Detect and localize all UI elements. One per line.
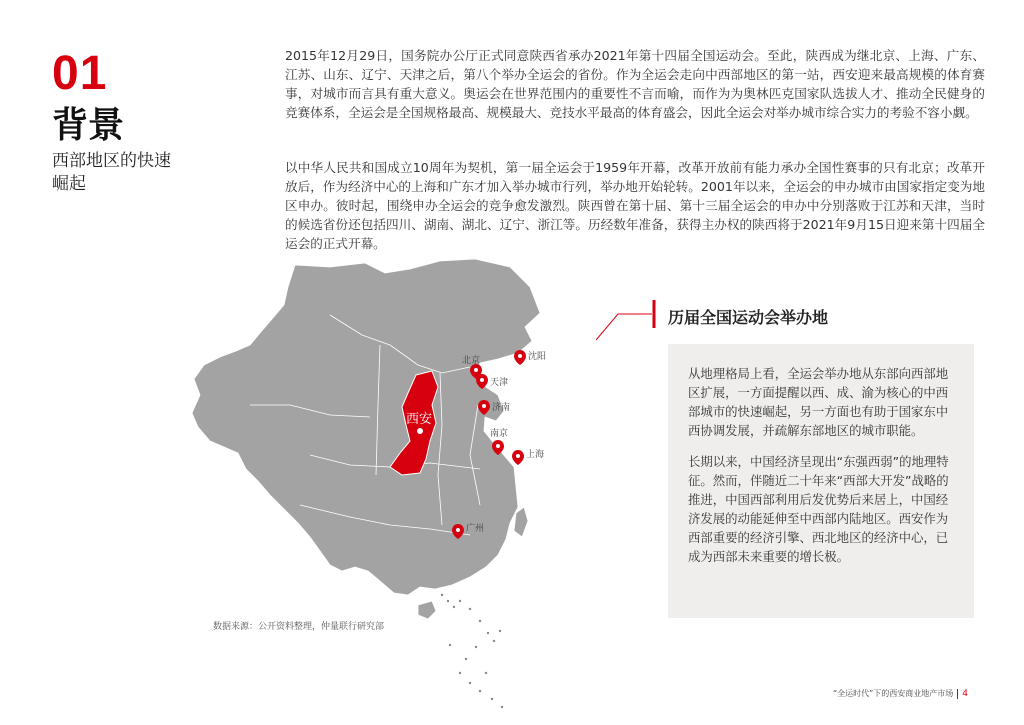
city-label-guangzhou: 广州 [466,524,485,534]
section-number: 01 [52,47,108,100]
footer-divider [957,689,958,699]
section-title: 背景 [52,105,125,146]
sidebar-paragraph-economy: 长期以来，中国经济呈现出“东强西弱”的地理特征。然而，伴随近二十年来“西部大开发”战略的推进，中国西部利用后发优势后来居上，中国经济发展的动能延伸至中西部内陆地区。西安作为西部重要的经济引擎、西北地区的经济中心，已成为西部未来重要的增长极。 [688,454,949,564]
city-label-shenyang: 沈阳 [528,352,547,362]
south-china-sea-islands [441,594,503,708]
page-number: 4 [962,688,968,699]
china-landmass [192,259,540,619]
pin-icon [512,450,524,465]
city-label-shanghai: 上海 [526,450,545,460]
city-label-nanjing: 南京 [490,429,509,439]
sidebar-box [668,344,974,618]
sidebar-heading: 历届全国运动会举办地 [668,308,829,327]
city-label-beijing: 北京 [462,356,481,366]
xian-label: 西安 [406,412,433,427]
footer-publication: “全运时代”下的西安商业地产市场 [832,689,954,698]
china-map [180,255,580,725]
page-footer [833,688,968,699]
city-label-tianjin: 天津 [490,378,509,388]
history-paragraph: 以中华人民共和国成立10周年为契机，第一届全运会于1959年开幕，改革开放前有能力承办全国性赛事的只有北京；改革开放后，作为经济中心的上海和广东才加入举办城市行列，举办地开始轮转。2001年以来，全运会的申办城市由国家指定变为地区申办。彼时起，围绕申办全运会的竞争愈发激烈。陕西曾在第十届、第十三届全运会的申办中分别落败于江苏和天津，当时的候选省份还包括四川、湖南、湖北、辽宁、浙江等。历经数年准备，获得主办权的陕西将于2021年9月15日迎来第十四届全运会的正式开幕。 [285,160,985,251]
heading-connector-line [596,300,660,344]
source-note: 数据来源：公开资料整理，仲量联行研究部 [213,622,385,632]
city-label-jinan: 济南 [492,403,511,413]
pin-icon [514,350,526,365]
intro-paragraph: 2015年12月29日，国务院办公厅正式同意陕西省承办2021年第十四届全国运动会。至此，陕西成为继北京、上海、广东、江苏、山东、辽宁、天津之后，第八个举办全运会的省份。作为全运会走向中西部地区的第一站，西安迎来最高规模的体育赛事，对城市而言具有重大意义。奥运会在世界范围内的重要性不言而喻，而作为为奥林匹克国家队选拔人才、推动全民健身的竞赛体系，全运会是全国规格最高、规模最大、竞技水平最高的体育盛会，因此全运会对举办城市综合实力的考验不容小觑。 [285,48,985,120]
section-subtitle: 西部地区的快速崛起 [52,151,171,194]
sidebar-paragraph-geography: 从地理格局上看，全运会举办地从东部向西部地区扩展，一方面提醒以西、成、渝为核心的中西部城市的快速崛起，另一方面也有助于国家东中西协调发展，并疏解东部地区的城市职能。 [688,366,949,438]
